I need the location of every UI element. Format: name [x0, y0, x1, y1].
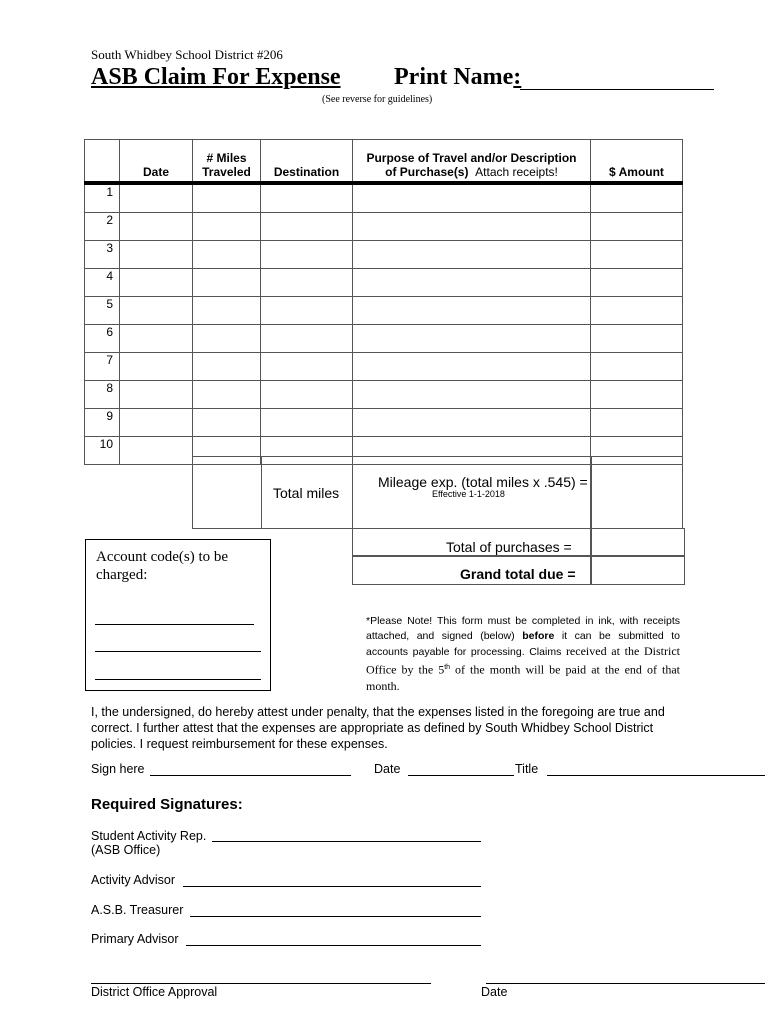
sign-here-label: Sign here [91, 762, 145, 776]
purpose-cell[interactable] [353, 213, 591, 241]
primary-advisor-label: Primary Advisor [91, 932, 179, 946]
date-cell[interactable] [120, 213, 193, 241]
row-number: 3 [85, 241, 120, 269]
please-note: *Please Note! This form must be completed in ink, with receipts attached, and signed (below) before it can be submitted to accounts payable for processing. Claims received at the District Office by the 5th of the month will be paid at the end of that month. [366, 615, 681, 693]
table-row [85, 297, 683, 325]
amount-cell[interactable] [591, 213, 683, 241]
table-row [85, 409, 683, 437]
row-number: 10 [85, 437, 120, 465]
print-name-label: Print Name: [394, 64, 522, 90]
destination-cell[interactable] [261, 325, 353, 353]
miles-cell[interactable] [193, 353, 261, 381]
row-number: 7 [85, 353, 120, 381]
purpose-cell[interactable] [353, 353, 591, 381]
asb-office-label: (ASB Office) [91, 843, 161, 857]
col-header-amount: $ Amount [591, 140, 683, 184]
grand-total-amount[interactable] [590, 555, 685, 585]
district-approval-line[interactable] [91, 983, 431, 984]
row-number: 6 [85, 325, 120, 353]
totals-block [192, 456, 684, 528]
date-cell[interactable] [120, 437, 193, 465]
table-row [85, 183, 683, 213]
district-date-label: Date [481, 985, 508, 999]
destination-cell[interactable] [261, 269, 353, 297]
total-miles-cell[interactable] [192, 456, 262, 529]
col-header-destination: Destination [261, 140, 353, 184]
miles-cell[interactable] [193, 269, 261, 297]
miles-cell[interactable] [193, 297, 261, 325]
mileage-amount-cell[interactable] [590, 456, 683, 529]
purpose-cell[interactable] [353, 241, 591, 269]
row-number: 8 [85, 381, 120, 409]
grand-total-label: Grand total due = [460, 566, 576, 582]
date-cell[interactable] [120, 353, 193, 381]
print-name-field[interactable] [520, 89, 714, 90]
student-rep-label: Student Activity Rep. [91, 829, 207, 843]
amount-cell[interactable] [591, 353, 683, 381]
total-purchases-amount[interactable] [590, 528, 685, 557]
destination-cell[interactable] [261, 381, 353, 409]
amount-cell[interactable] [591, 241, 683, 269]
table-row [85, 381, 683, 409]
destination-cell[interactable] [261, 213, 353, 241]
miles-cell[interactable] [193, 213, 261, 241]
date-cell[interactable] [120, 183, 193, 213]
table-row [85, 269, 683, 297]
table-row [85, 353, 683, 381]
attestation-text: I, the undersigned, do hereby attest under penalty, that the expenses listed in the foregoing are true and correct. I further attest that the expenses are appropriate as defined by South Whidbey School District policies. I request reimbursement for these expenses. [91, 705, 665, 751]
treasurer-label: A.S.B. Treasurer [91, 903, 184, 917]
miles-cell[interactable] [193, 409, 261, 437]
account-code-label: Account code(s) to be charged: [96, 549, 229, 583]
expense-table [84, 139, 683, 465]
miles-cell[interactable] [193, 183, 261, 213]
row-number: 5 [85, 297, 120, 325]
row-number: 2 [85, 213, 120, 241]
table-header-row [85, 140, 683, 184]
destination-cell[interactable] [261, 241, 353, 269]
row-number: 4 [85, 269, 120, 297]
treasurer-line[interactable] [190, 916, 481, 917]
sign-here-line[interactable] [150, 775, 351, 776]
district-name: South Whidbey School District #206 [91, 47, 283, 62]
table-row [85, 325, 683, 353]
student-rep-line[interactable] [212, 841, 481, 842]
date-cell[interactable] [120, 409, 193, 437]
total-miles-label: Total miles [273, 485, 340, 501]
table-row [85, 241, 683, 269]
destination-cell[interactable] [261, 183, 353, 213]
col-header-purpose: Purpose of Travel and/or Description of Purchase(s) Attach receipts! [353, 140, 591, 184]
miles-cell[interactable] [193, 381, 261, 409]
row-number: 1 [85, 183, 120, 213]
destination-cell[interactable] [261, 353, 353, 381]
guidelines-note: (See reverse for guidelines) [322, 94, 433, 105]
purpose-cell[interactable] [353, 297, 591, 325]
activity-advisor-label: Activity Advisor [91, 873, 176, 887]
amount-cell[interactable] [591, 381, 683, 409]
activity-advisor-line[interactable] [183, 886, 481, 887]
total-purchases-label: Total of purchases = [446, 539, 572, 555]
district-date-line[interactable] [486, 983, 765, 984]
account-code-line-1[interactable] [95, 624, 254, 625]
sign-date-line[interactable] [408, 775, 514, 776]
amount-cell[interactable] [591, 297, 683, 325]
destination-cell[interactable] [261, 409, 353, 437]
sign-title-label: Title [515, 762, 539, 776]
purpose-cell[interactable] [353, 325, 591, 353]
account-code-line-2[interactable] [95, 651, 261, 652]
amount-cell[interactable] [591, 183, 683, 213]
miles-cell[interactable] [193, 325, 261, 353]
col-header-date: Date [120, 140, 193, 184]
purpose-cell[interactable] [353, 409, 591, 437]
col-header-miles: # Miles Traveled [193, 140, 261, 184]
date-cell[interactable] [120, 381, 193, 409]
purpose-cell[interactable] [353, 381, 591, 409]
sign-title-line[interactable] [547, 775, 765, 776]
mileage-label: Mileage exp. (total miles x .545) = [378, 474, 588, 490]
mileage-effective: Effective 1-1-2018 [432, 489, 505, 499]
sign-date-label: Date [374, 762, 401, 776]
date-cell[interactable] [120, 325, 193, 353]
required-signatures-heading: Required Signatures: [91, 796, 243, 813]
date-cell[interactable] [120, 269, 193, 297]
account-code-line-3[interactable] [95, 679, 261, 680]
amount-cell[interactable] [591, 269, 683, 297]
purpose-cell[interactable] [353, 269, 591, 297]
col-header-number [85, 140, 120, 184]
table-row [85, 213, 683, 241]
amount-cell[interactable] [591, 409, 683, 437]
form-title: ASB Claim For Expense [91, 64, 341, 90]
date-cell[interactable] [120, 297, 193, 325]
destination-cell[interactable] [261, 297, 353, 325]
date-cell[interactable] [120, 241, 193, 269]
amount-cell[interactable] [591, 325, 683, 353]
district-approval-label: District Office Approval [91, 985, 218, 999]
primary-advisor-line[interactable] [186, 945, 481, 946]
miles-cell[interactable] [193, 241, 261, 269]
purpose-cell[interactable] [353, 183, 591, 213]
row-number: 9 [85, 409, 120, 437]
